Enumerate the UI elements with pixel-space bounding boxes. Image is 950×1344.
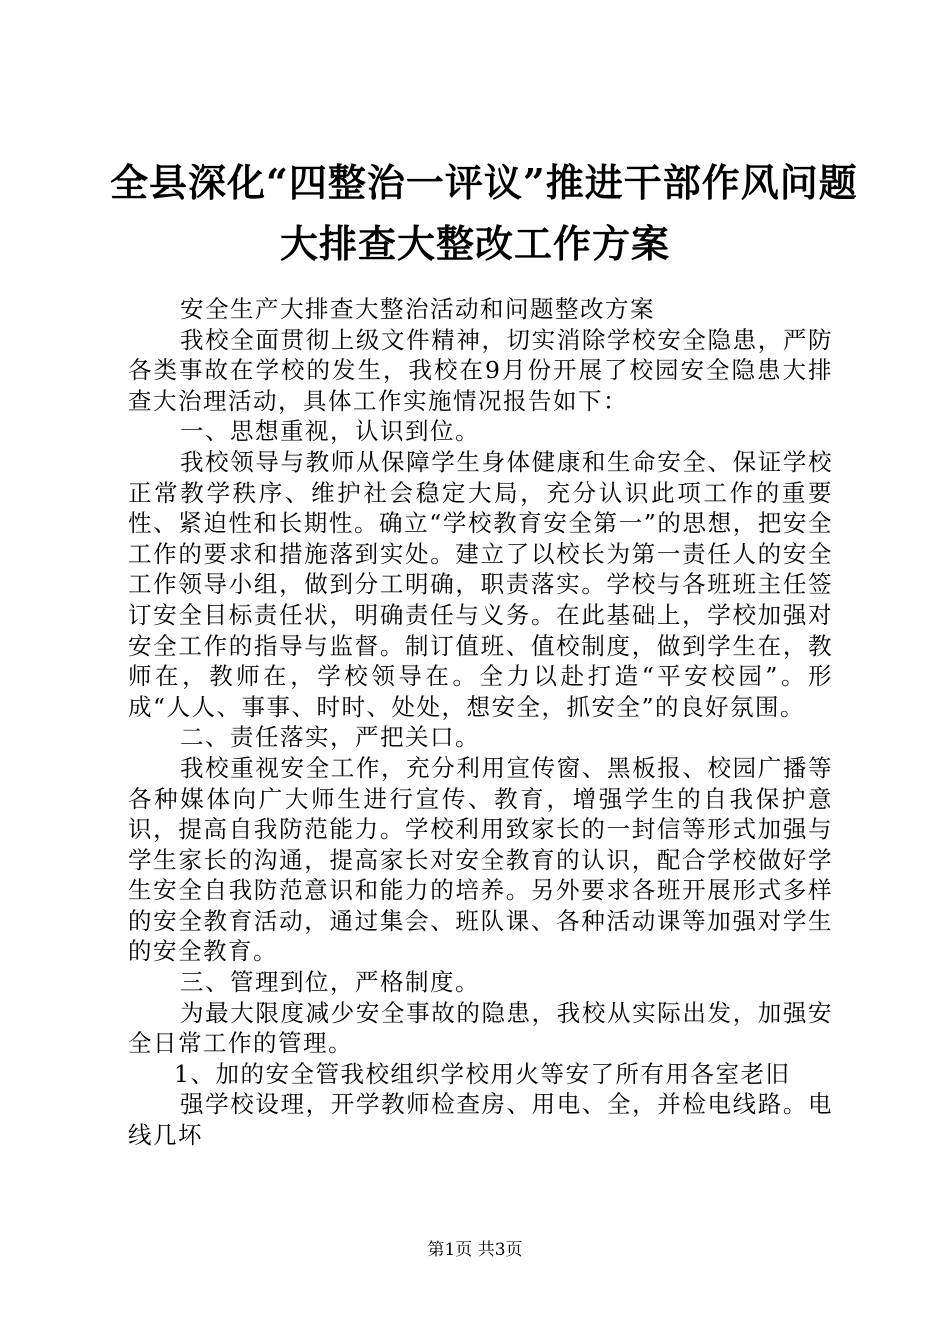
document-title-line-1: 全县深化“四整治一评议”推进干部作风问题: [110, 160, 858, 205]
paragraph-intro: 我校全面贯彻上级文件精神，切实消除学校安全隐患，严防各类事故在学校的发生，我校在9月份开展了校园安全隐患大排查大治理活动，具体工作实施情况报告如下：: [128, 325, 833, 415]
paragraph-section-1: 我校领导与教师从保障学生身体健康和生命安全、保证学校正常教学秩序、维护社会稳定大局，充分认识此项工作的重要性、紧迫性和长期性。确立“学校教育安全第一”的思想，把安全工作的要求和措施落到实处。建立了以校长为第一责任人的安全工作领导小组，做到分工明确，职责落实。学校与各班班主任签订安全目标责任状，明确责任与义务。在此基础上，学校加强对安全工作的指导与监督。制订值班、值校制度，做到学生在，教师在，教师在，学校领导在。全力以赴打造“平安校园”。形成“人人、事事、时时、处处，想安全，抓安全”的良好氛围。: [128, 447, 833, 721]
document-body: [128, 294, 833, 1151]
paragraph-subtitle: 安全生产大排查大整治活动和问题整改方案: [180, 295, 655, 323]
section-heading-2: 二、责任落实，严把关口。: [180, 723, 480, 752]
page-footer: 第1页 共3页: [427, 1240, 523, 1260]
section-heading-1: 一、思想重视，认识到位。: [180, 417, 480, 446]
section-heading-3: 三、管理到位，严格制度。: [180, 968, 480, 997]
paragraph-section-3: 为最大限度减少安全事故的隐患，我校从实际出发，加强安全日常工作的管理。: [128, 998, 833, 1058]
paragraph-item-1: 1、加的安全管我校组织学校用火等安了所有用各室老旧: [174, 1059, 791, 1088]
paragraph-item-1-cont: 强学校设理，开学教师检查房、用电、全，并检电线路。电线几坏: [128, 1090, 833, 1150]
paragraph-section-2: 我校重视安全工作，充分利用宣传窗、黑板报、校园广播等各种媒体向广大师生进行宣传、教育，增强学生的自我保护意识，提高自我防范能力。学校利用致家长的一封信等形式加强与学生家长的沟通，提高家长对安全教育的认识，配合学校做好学生安全自我防范意识和能力的培养。另外要求各班开展形式多样的安全教育活动，通过集会、班队课、各种活动课等加强对学生的安全教育。: [128, 753, 833, 966]
document-title-line-2: 大排查大整改工作方案: [279, 221, 670, 266]
